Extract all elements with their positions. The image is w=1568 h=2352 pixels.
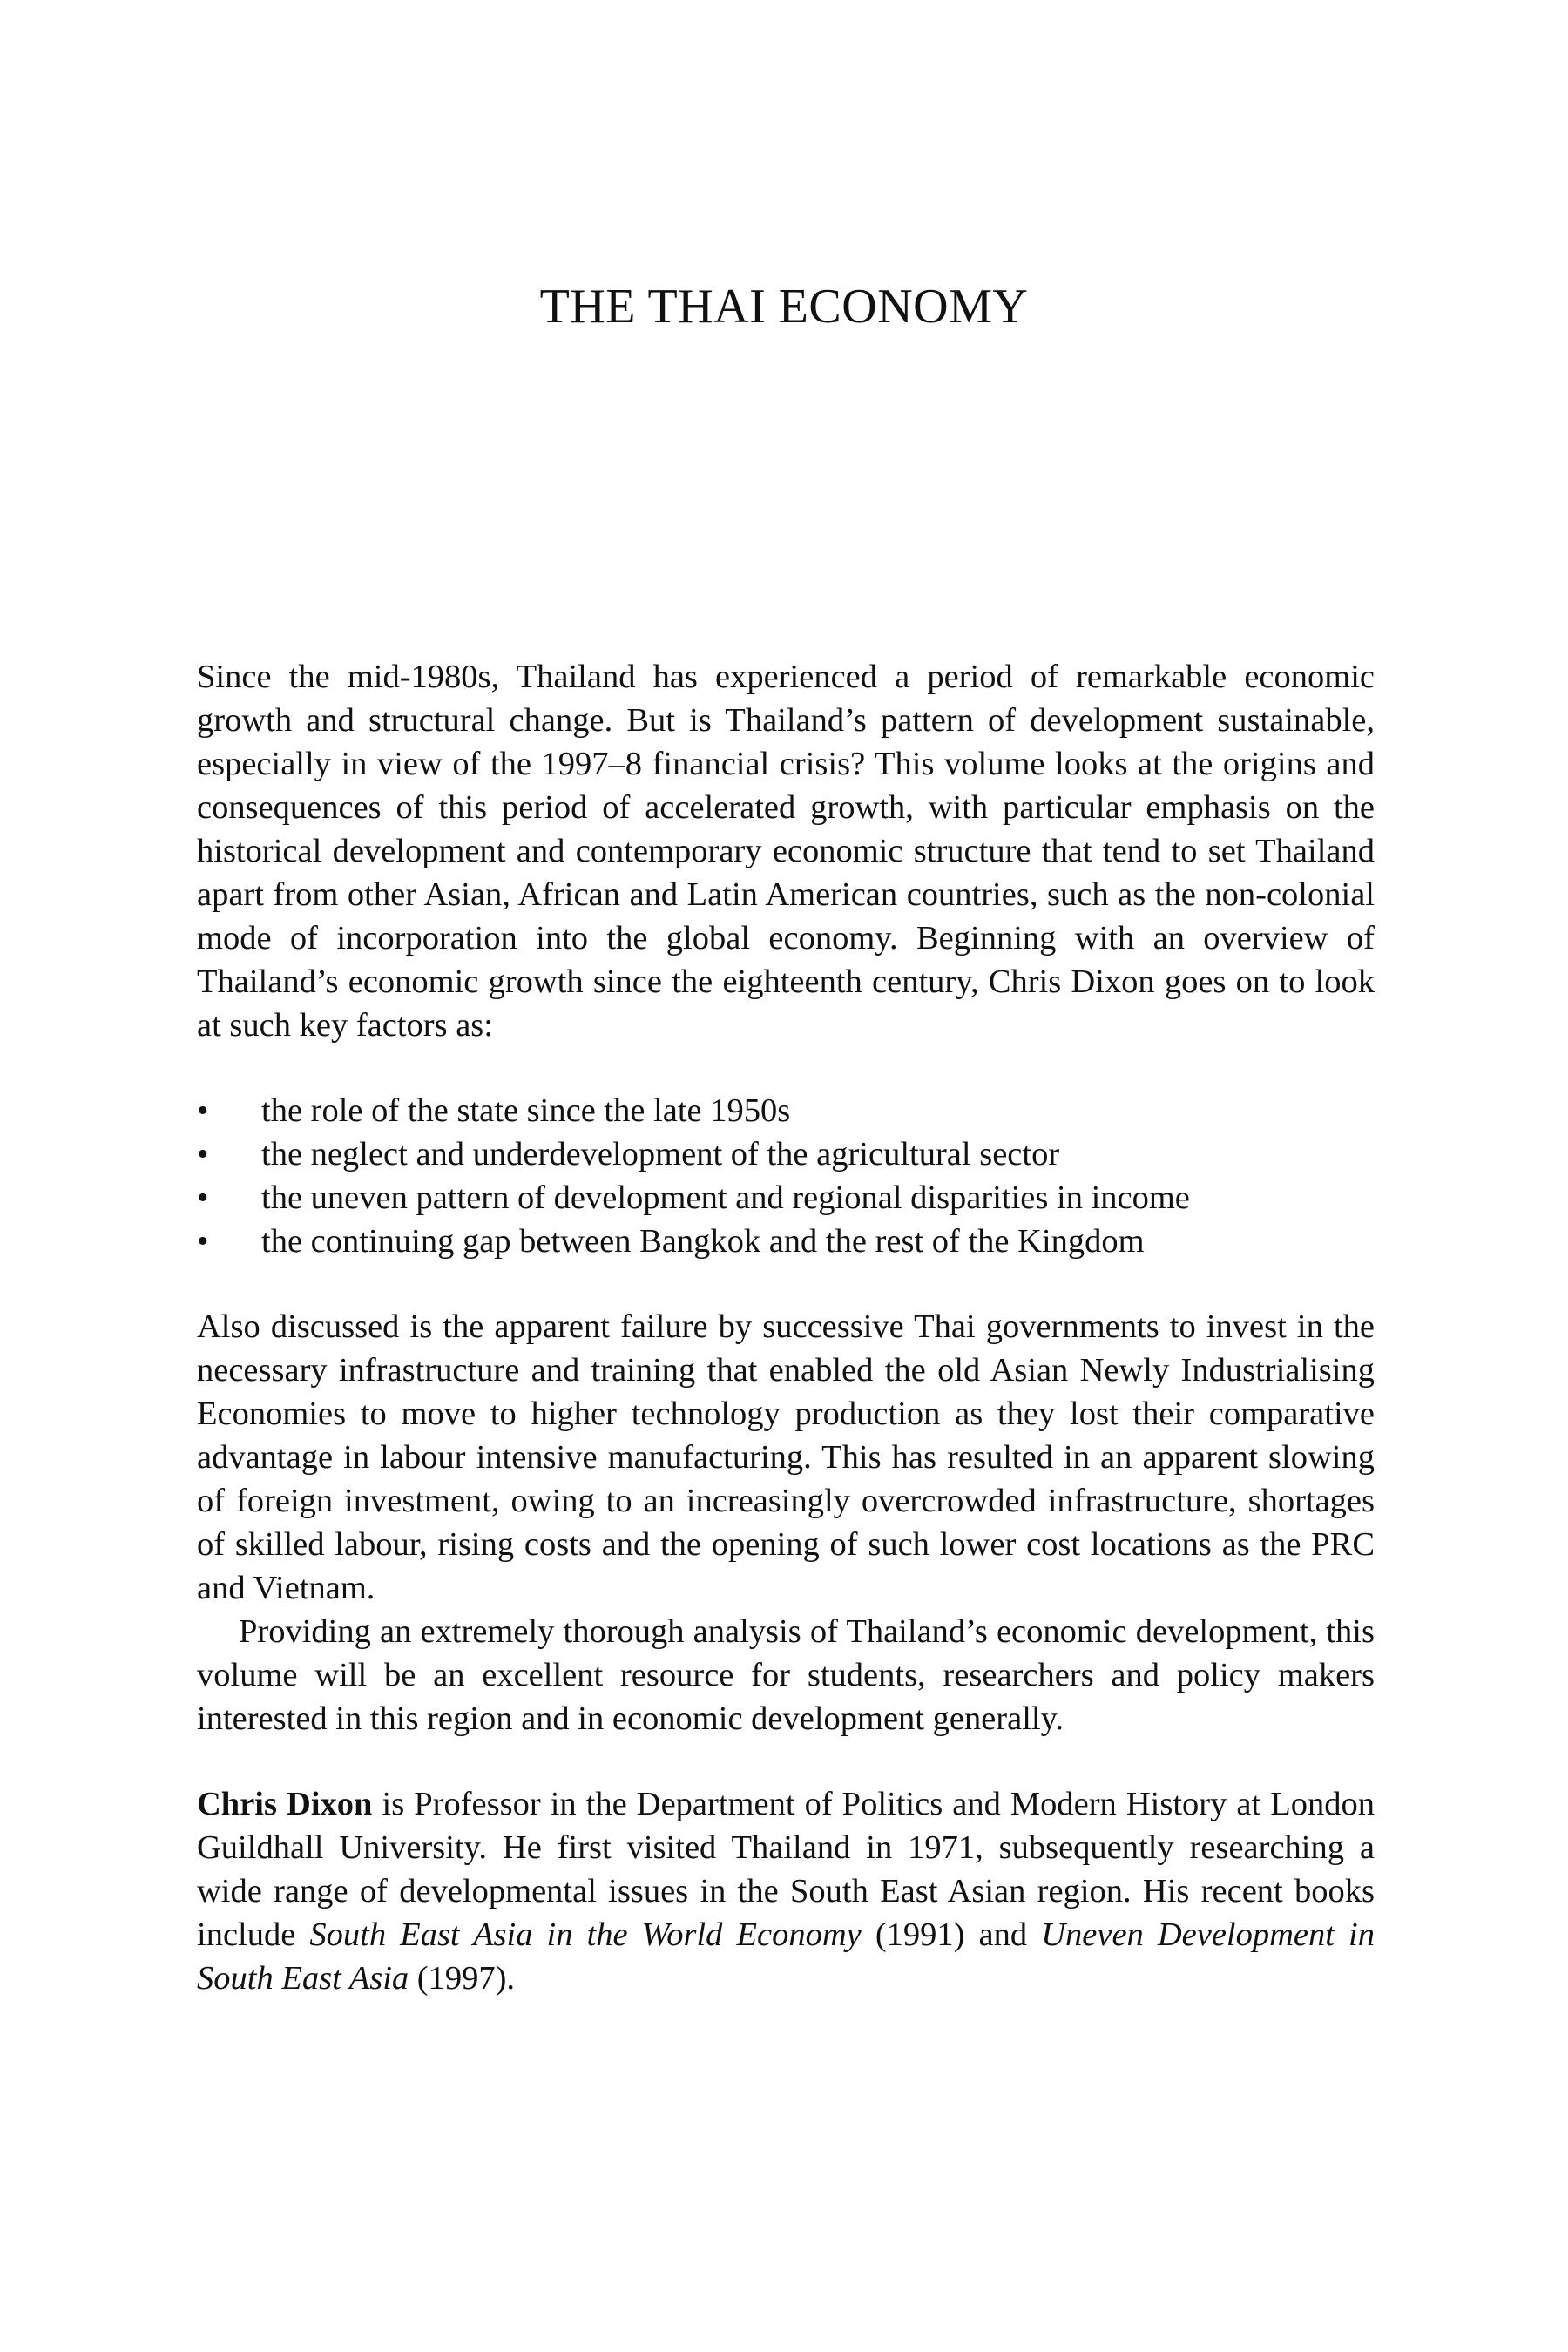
list-item	[197, 1176, 1375, 1220]
bullet-icon: •	[197, 1223, 209, 1260]
list-item-text: the continuing gap between Bangkok and the rest of the Kingdom	[261, 1223, 1145, 1260]
book-title-2: Uneven Development in South East Asia	[197, 1916, 1375, 1997]
list-item	[197, 1089, 1375, 1132]
blurb-body	[197, 655, 1375, 2000]
bullet-icon: •	[197, 1092, 209, 1129]
paragraph-gap	[197, 1263, 1375, 1305]
list-item	[197, 1220, 1375, 1263]
bio-text: (1991) and	[861, 1916, 1042, 1953]
list-item-text: the neglect and underdevelopment of the agricultural sector	[261, 1136, 1060, 1173]
paragraph-gap	[197, 1740, 1375, 1782]
paragraph-gap	[197, 1047, 1375, 1089]
book-title: THE THAI ECONOMY	[539, 280, 1029, 334]
author-name: Chris Dixon	[197, 1786, 373, 1822]
bullet-icon: •	[197, 1179, 209, 1216]
list-item-text: the role of the state since the late 1950s	[261, 1092, 791, 1129]
summary-paragraph: Providing an extremely thorough analysis of Thailand’s economic development, this volume will be an excellent resource for students, researchers and policy makers interested in this region and in economic development generally.	[197, 1613, 1375, 1737]
list-item	[197, 1132, 1375, 1176]
key-factors-list	[197, 1089, 1375, 1263]
discussion-paragraph: Also discussed is the apparent failure by successive Thai governments to invest in the necessary infrastructure and training that enabled the old Asian Newly Industrialising Economies to move to higher technology production as they lost their comparative advantage in labour intensive manufacturing. This has resulted in an apparent slowing of foreign investment, owing to an increasingly overcrowded infrastructure, shortages of skilled labour, rising costs and the opening of such lower cost locations as the PRC and Vietnam.	[197, 1308, 1375, 1606]
bio-text: (1997).	[409, 1960, 516, 1997]
intro-paragraph: Since the mid-1980s, Thailand has experienced a period of remarkable economic growth and structural change. But is Thailand’s pattern of development sustainable, especially in view of the 1997–8 financial crisis? This volume looks at the origins and consequences of this period of accelerated growth, with particular emphasis on the historical development and contemporary economic structure that tend to set Thailand apart from other Asian, African and Latin American countries, such as the non-colonial mode of incorporation into the global economy. Beginning with an overview of Thailand’s economic growth since the eighteenth century, Chris Dixon goes on to look at such key factors as:	[197, 659, 1375, 1044]
book-title-1: South East Asia in the World Economy	[309, 1916, 862, 1953]
list-item-text: the uneven pattern of development and regional disparities in income	[261, 1179, 1190, 1216]
bio-text: is Professor in the Department of Politics and Modern History at London Guildhall University. He first visited Thailand in 1971, subsequently researching a wide range of developmental issues in the South East Asian region. His recent books include	[197, 1786, 1375, 1953]
author-bio	[197, 1782, 1375, 2000]
bullet-icon: •	[197, 1136, 209, 1173]
